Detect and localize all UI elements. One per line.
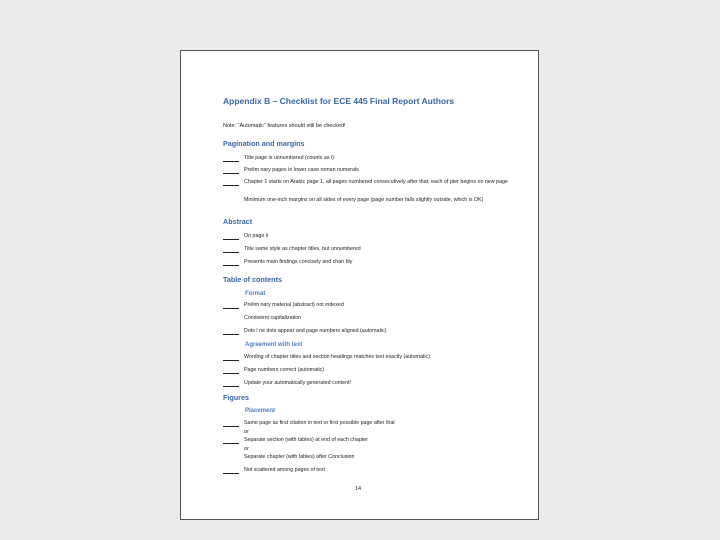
check-blank[interactable] [223, 233, 239, 240]
check-blank[interactable] [223, 259, 239, 266]
heading-toc: Table of contents [223, 275, 282, 284]
check-blank[interactable] [223, 367, 239, 374]
check-blank[interactable] [223, 155, 239, 162]
heading-pagination: Pagination and margins [223, 139, 305, 148]
subheading-format: Format [245, 291, 266, 297]
checklist-item-text: Separate chapter (with tables) after Conclusion [244, 454, 355, 460]
check-blank[interactable] [223, 437, 239, 444]
heading-figures: Figures [223, 393, 249, 402]
subheading-agreement: Agreement with text [245, 342, 303, 348]
document-page: Appendix B – Checklist for ECE 445 Final Report Authors Note: “Automatic” features should still be checked! Pagination and margins Title page is unnumbered (counts as i) Prelim nary pages in lower case roman numerals Chapter 1 starts on Arabic page 1, all pages numbered consecutively after that; each of pter begins on new page Minimum one-inch margins on all sides of every page (page number falls slightly outside, which is OK) Abstract On page ii Title same style as chapter titles, but unnumbered Presents main findings concisely and chan bly Table of contents Format Prelim nary material (abstract) not indexed Consistent capitalization Dots l ne dots appear and page numbers aligned (automatic) Agreement with text Wording of chapter titles and section headings matches text exactly (automatic) Page numbers correct (automatic) Update your automatically generated content! Figures Placement Same page as first citation in text or first possible page after that or Separate section (with tables) at end of each chapter or Separate chapter (with tables) after Conclusion Not scattered among pages of text 14 [180, 50, 539, 520]
check-blank[interactable] [223, 420, 239, 427]
check-blank[interactable] [223, 354, 239, 361]
check-blank[interactable] [223, 246, 239, 253]
check-blank[interactable] [223, 179, 239, 186]
note-text: Note: “Automatic” features should still be checked! [223, 123, 346, 129]
check-blank[interactable] [223, 467, 239, 474]
check-blank[interactable] [223, 302, 239, 309]
check-blank[interactable] [223, 328, 239, 335]
checklist-item-text: Consistent capitalization [244, 315, 302, 321]
or-label: or [244, 446, 249, 452]
check-blank[interactable] [223, 167, 239, 174]
page-number: 14 [355, 486, 362, 492]
heading-abstract: Abstract [223, 217, 253, 226]
check-blank[interactable] [223, 380, 239, 387]
page-title: Appendix B – Checklist for ECE 445 Final Report Authors [223, 96, 455, 106]
or-label: or [244, 429, 249, 435]
subheading-placement: Placement [245, 408, 276, 414]
